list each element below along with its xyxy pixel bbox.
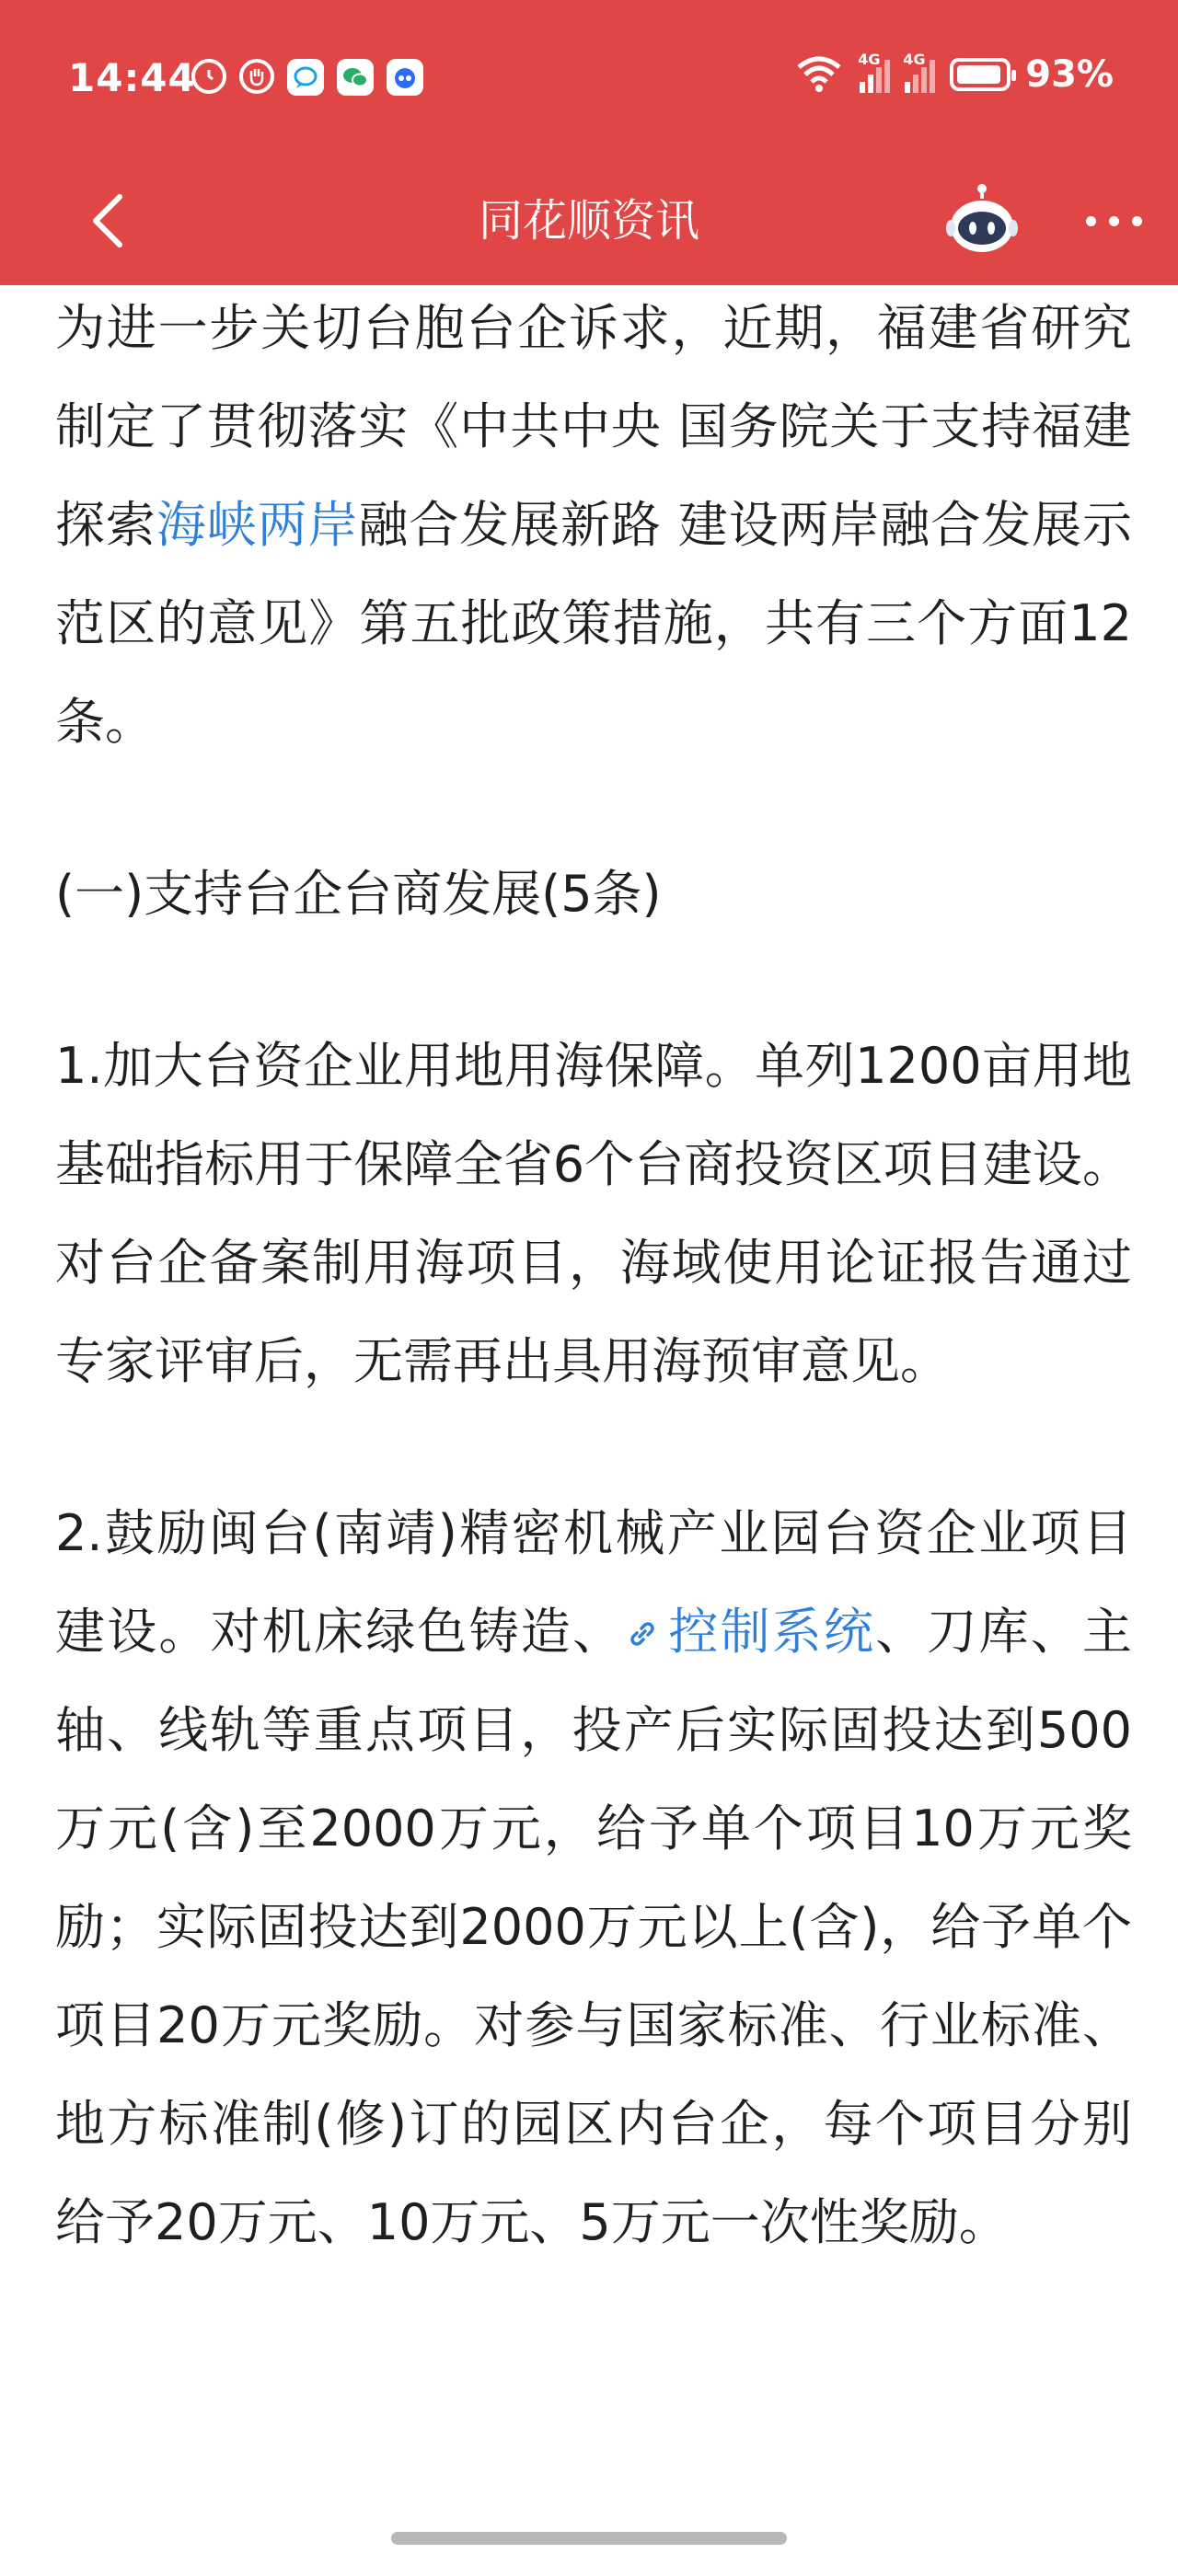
notification-icons: [191, 59, 423, 96]
dot-icon: [1132, 216, 1142, 226]
home-indicator[interactable]: [391, 2532, 787, 2545]
signal-2-label: 4G: [903, 51, 926, 68]
wechat-icon: [337, 59, 374, 96]
item2-text-1: 2.鼓励闽台(南靖)精密机械产业园台资企业项目建设。对机床绿色铸造、: [55, 1504, 1132, 1661]
system-indicators: [793, 53, 1114, 96]
article-item-1: 1.加大台资企业用地用海保障。单列1200亩用地基础指标用于保障全省6个台商投资区项目建设。对台企备案制用海项目，海域使用论证报告通过专家评审后，无需再出具用海预审意见。: [55, 1037, 1132, 1390]
link-icon: [624, 1616, 661, 1652]
alarm-icon: [191, 59, 226, 94]
status-bar: [0, 0, 1178, 156]
signal-icon: [903, 51, 935, 93]
article-item-2: [55, 1484, 1132, 2271]
intro-text-2: 融合发展新路 建设两岸融合发展示范区的意见》第五批政策措施，共有三个方面12条。: [55, 496, 1133, 751]
more-options-button[interactable]: [1077, 193, 1150, 248]
assistant-robot-button[interactable]: [943, 182, 1021, 259]
page-title: 同花顺资讯: [478, 195, 699, 247]
wifi-icon: [793, 54, 845, 95]
article-intro-paragraph: [55, 279, 1132, 771]
topic-link-strait[interactable]: 海峡两岸: [156, 496, 359, 554]
intro-text-1: 为进一步关切台胞台企诉求，近期，福建省研究制定了贯彻落实《中共中央 国务院关于支持福建探索: [55, 299, 1132, 554]
section-heading: (一)支持台企台商发展(5条): [55, 865, 662, 923]
dot-icon: [1109, 216, 1119, 226]
signal-icon: [858, 51, 890, 93]
robot-app-icon: [387, 59, 423, 96]
battery-fill: [957, 65, 1000, 84]
item2-text-2: 、刀库、主轴、线轨等重点项目，投产后实际固投达到500万元(含)至2000万元，给予单个项目10万元奖励；实际固投达到2000万元以上(含)，给予单个项目20万元奖励。对参与国家标准、行业标准、地方标准制(修)订的园区内台企，每个项目分别给予20万元、10万元、5万元一次性奖励。: [55, 1603, 1133, 2251]
article-body: [55, 285, 1132, 2345]
dot-icon: [1086, 216, 1096, 226]
status-time: 14:44: [68, 55, 196, 100]
topic-link-control-systems[interactable]: [624, 1603, 875, 1661]
link-label: 控制系统: [666, 1603, 876, 1661]
signal-1-label: 4G: [858, 51, 881, 68]
top-navbar: [0, 156, 1178, 285]
battery-percent: 93%: [1025, 53, 1114, 96]
robot-icon: [943, 182, 1021, 259]
chat-app-icon: [287, 59, 324, 96]
hand-icon: [239, 59, 274, 94]
battery-icon: [950, 58, 1011, 91]
